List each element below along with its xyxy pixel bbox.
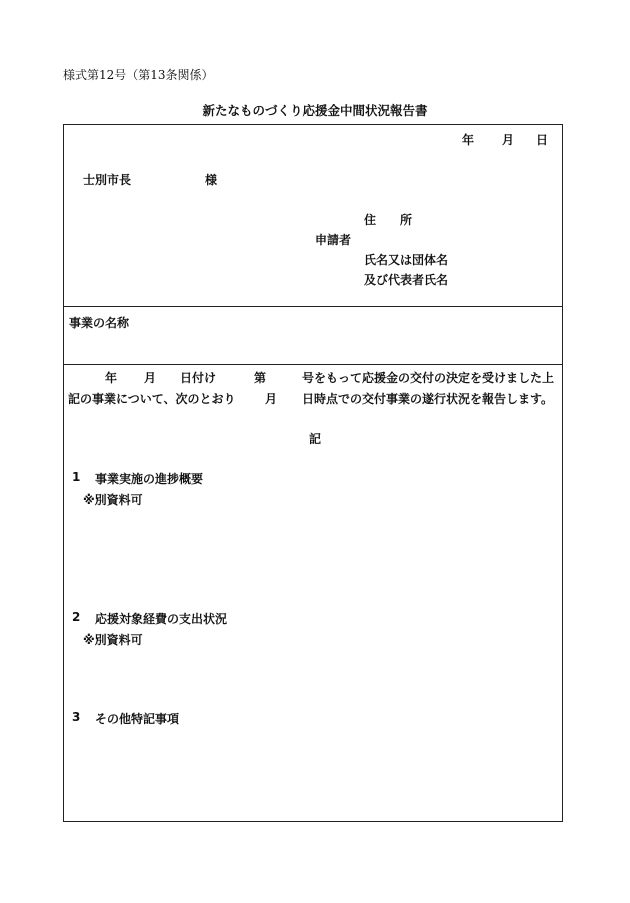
line1-rest: 号をもって応援金の交付の決定を受けました上 [302,371,555,385]
project-name-section [64,306,562,365]
applicant-name-label: 氏名又は団体名 [364,253,449,267]
representative-name-label: 及び代表者氏名 [364,273,449,287]
line2-month: 月 [265,392,278,406]
report-body [64,364,562,821]
line1-no: 第 [254,371,267,385]
line1-dated: 日付け [180,371,217,385]
section-2-title: 応援対象経費の支出状況 [95,612,228,626]
form-number: 様式第12号（第13条関係） [63,68,214,82]
line2-start: 記の事業について、次のとおり [68,392,236,406]
date-year-label: 年 [462,133,475,147]
date-day-label: 日 [536,133,549,147]
line1-year: 年 [105,371,118,385]
section-1-number: 1 [72,470,81,484]
project-name-label: 事業の名称 [69,316,130,330]
report-form-frame [63,124,563,822]
date-month-label: 月 [502,133,515,147]
addressee-name: 士別市長 [83,173,132,187]
address-label: 住 所 [364,213,413,227]
form-title: 新たなものづくり応援金中間状況報告書 [202,103,428,118]
section-3-number: 3 [72,710,81,724]
applicant-label: 申請者 [315,233,352,247]
section-3-title: その他特記事項 [95,712,180,726]
header-section [64,125,562,307]
line1-month: 月 [144,371,157,385]
section-1-title: 事業実施の進捗概要 [95,472,204,486]
section-2-number: 2 [72,610,81,624]
ki-label: 記 [309,432,322,446]
addressee-honorific: 様 [205,173,218,187]
section-1-note: ※別資料可 [83,493,143,507]
line2-rest: 日時点での交付事業の遂行状況を報告します。 [302,392,554,406]
section-2-note: ※別資料可 [83,633,143,647]
